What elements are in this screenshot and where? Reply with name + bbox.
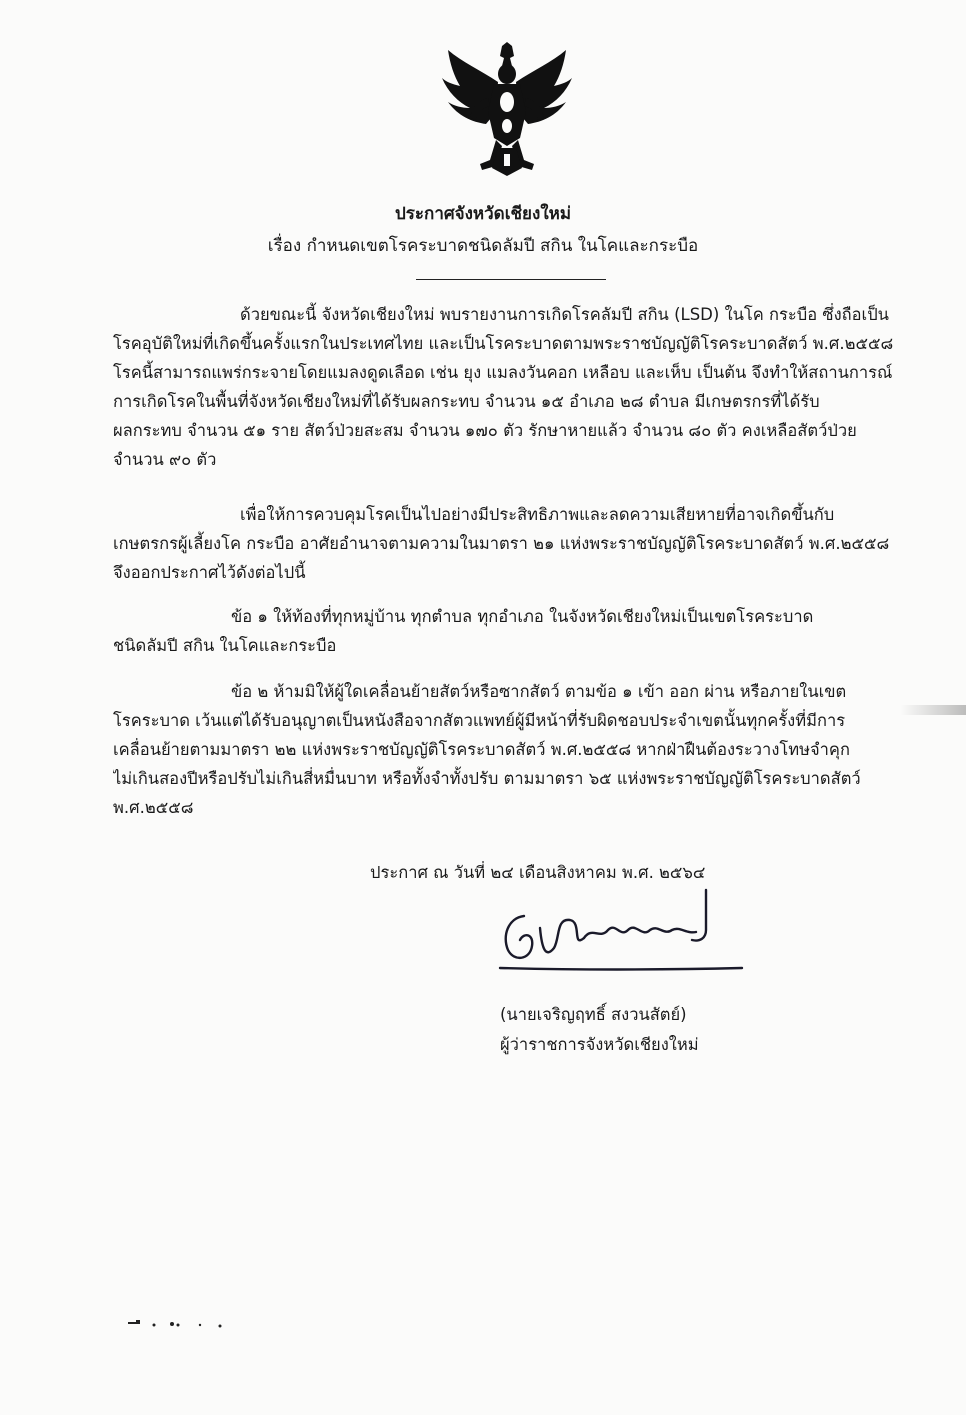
paragraph-line: ชนิดลัมปี สกิน ในโคและกระบือ xyxy=(113,636,337,655)
paragraph-line: ข้อ ๒ ห้ามมิให้ผู้ใดเคลื่อนย้ายสัตว์หรือซากสัตว์ ตามข้อ ๑ เข้า ออก ผ่าน หรือภายในเขต xyxy=(231,682,847,701)
paragraph-line: เคลื่อนย้ายตามมาตรา ๒๒ แห่งพระราชบัญญัติโรคระบาดสัตว์ พ.ศ.๒๕๕๘ หากฝ่าฝืนต้องระวางโทษจำคุก xyxy=(113,740,850,759)
document-title: ประกาศจังหวัดเชียงใหม่ xyxy=(394,204,572,224)
paragraph-line: โรคระบาด เว้นแต่ได้รับอนุญาตเป็นหนังสือจากสัตวแพทย์ผู้มีหน้าที่รับผิดชอบประจำเขตนั้นทุกครั้งที่มีการ xyxy=(113,711,846,730)
paragraph-line: การเกิดโรคในพื้นที่จังหวัดเชียงใหม่ที่ได้รับผลกระทบ จำนวน ๑๕ อำเภอ ๒๘ ตำบล มีเกษตรกรที่ได้รับ xyxy=(113,392,820,411)
paragraph-line: พ.ศ.๒๕๕๘ xyxy=(113,798,194,817)
handwritten-signature xyxy=(496,888,746,976)
paragraph-line: ด้วยขณะนี้ จังหวัดเชียงใหม่ พบรายงานการเกิดโรคลัมปี สกิน (LSD) ในโค กระบือ ซึ่งถือเป็น xyxy=(240,305,889,324)
garuda-emblem-icon xyxy=(440,42,574,178)
announcement-date: ประกาศ ณ วันที่ ๒๔ เดือนสิงหาคม พ.ศ. ๒๕๖๔ xyxy=(370,863,706,882)
scan-artifact xyxy=(900,705,966,715)
document-subject: เรื่อง กำหนดเขตโรคระบาดชนิดลัมปี สกิน ในโคและกระบือ xyxy=(267,236,699,256)
paragraph-line: เพื่อให้การควบคุมโรคเป็นไปอย่างมีประสิทธิภาพและลดความเสียหายที่อาจเกิดขึ้นกับ xyxy=(240,505,835,524)
scan-artifact-marks xyxy=(128,1316,228,1332)
paragraph-situation xyxy=(113,300,903,474)
paragraph-line: ผลกระทบ จำนวน ๕๑ ราย สัตว์ป่วยสะสม จำนวน ๑๗๐ ตัว รักษาหายแล้ว จำนวน ๘๐ ตัว คงเหลือสัตว์ป่วย xyxy=(113,421,857,440)
paragraph-line: โรคอุบัติใหม่ที่เกิดขึ้นครั้งแรกในประเทศไทย และเป็นโรคระบาดตามพระราชบัญญัติโรคระบาดสัตว์ พ.ศ.๒๕๕๘ xyxy=(113,334,894,353)
paragraph-clause-1 xyxy=(113,602,903,660)
paragraph-authority xyxy=(113,500,903,587)
signer-name: (นายเจริญฤทธิ์ สงวนสัตย์) xyxy=(500,1005,687,1024)
title-divider xyxy=(416,279,606,280)
paragraph-line: จึงออกประกาศไว้ดังต่อไปนี้ xyxy=(113,563,306,582)
paragraph-line: โรคนี้สามารถแพร่กระจายโดยแมลงดูดเลือด เช่น ยุง แมลงวันคอก เหลือบ และเห็บ เป็นต้น จึงทำให้สถานการณ์ xyxy=(113,363,893,382)
paragraph-line: จำนวน ๙๐ ตัว xyxy=(113,450,217,469)
signer-title: ผู้ว่าราชการจังหวัดเชียงใหม่ xyxy=(500,1035,699,1054)
paragraph-line: ไม่เกินสองปีหรือปรับไม่เกินสี่หมื่นบาท หรือทั้งจำทั้งปรับ ตามมาตรา ๖๕ แห่งพระราชบัญญัติโรคระบาดสัตว์ xyxy=(113,769,861,788)
paragraph-clause-2 xyxy=(113,677,903,822)
paragraph-line: ข้อ ๑ ให้ท้องที่ทุกหมู่บ้าน ทุกตำบล ทุกอำเภอ ในจังหวัดเชียงใหม่เป็นเขตโรคระบาด xyxy=(231,607,814,626)
paragraph-line: เกษตรกรผู้เลี้ยงโค กระบือ อาศัยอำนาจตามความในมาตรา ๒๑ แห่งพระราชบัญญัติโรคระบาดสัตว์ พ.ศ.๒๕๕๘ xyxy=(113,534,890,553)
